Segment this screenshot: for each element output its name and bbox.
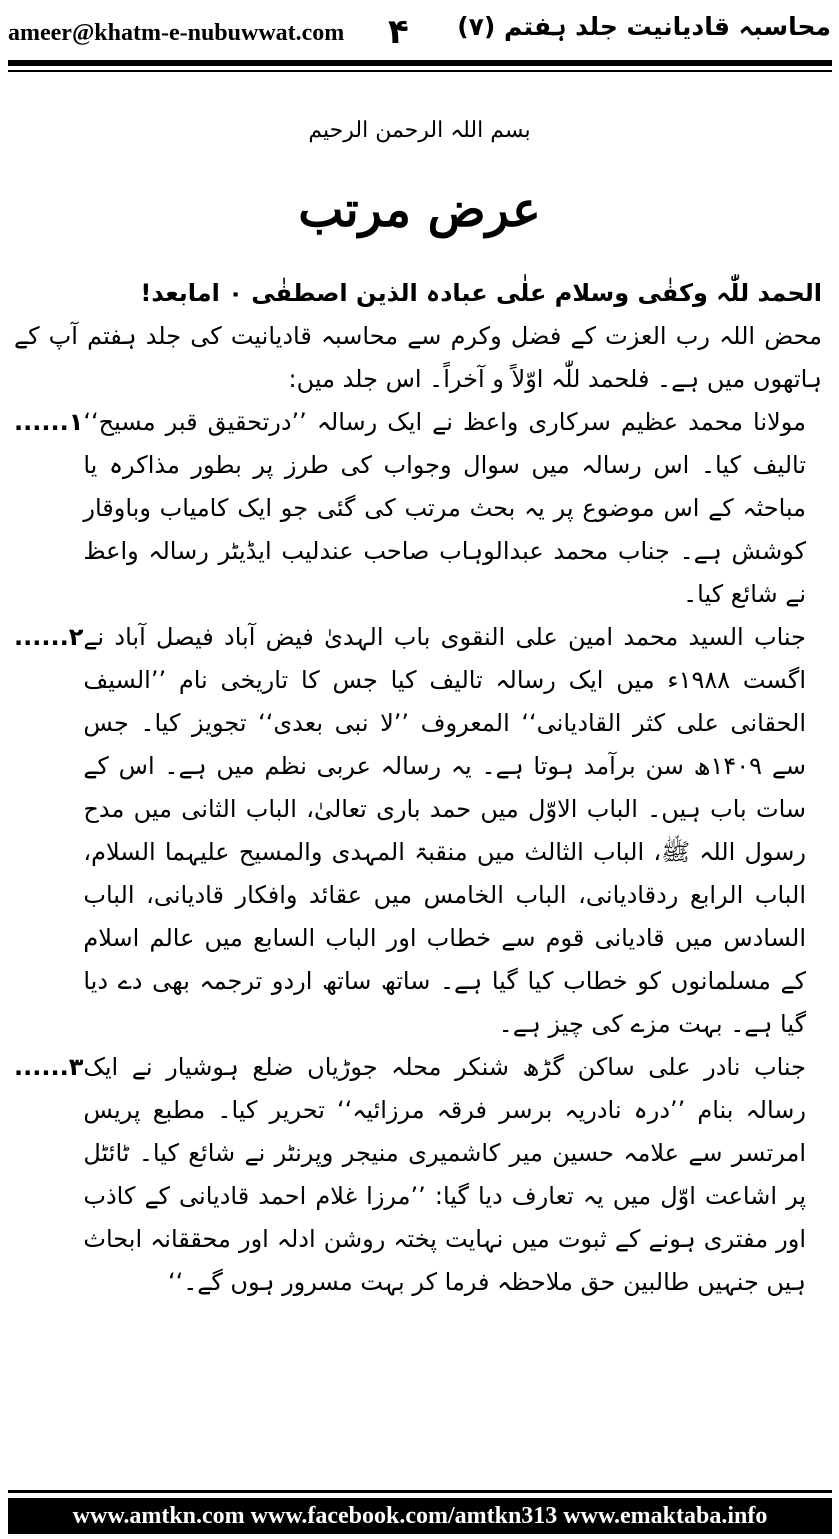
book-title: محاسبہ قادیانیت جلد ہفتم (۷)	[457, 12, 831, 41]
basmala: بسم اللہ الرحمن الرحیم	[308, 118, 531, 143]
list-item-number: ۳......	[14, 1053, 84, 1081]
list-item-number: ۱......	[14, 408, 84, 436]
page-header	[0, 0, 839, 62]
list-item	[14, 616, 822, 1046]
list-item-text: جناب نادر علی ساکن گڑھ شنکر محلہ جوڑیاں ضلع ہوشیار نے ایک رسالہ بنام ’’درہ نادریہ برسر فرقہ مرزائیہ‘‘ تحریر کیا۔ مطبع پریس امرتسر سے علامہ حسین میر کاشمیری منیجر وپرنٹر نے شائع کیا۔ ٹائٹل پر اشاعت اوّل میں یہ تعارف دیا گیا: ’’مرزا غلام احمد قادیانی کے کاذب اور مفتری ہونے کے ثبوت میں نہایت پختہ روشن ادلہ اور محققانہ ابحاث ہیں جنہیں طالبین حق ملاحظہ فرما کر بہت مسرور ہوں گے۔‘‘	[83, 1053, 806, 1296]
list-item	[14, 1046, 822, 1304]
intro-text: محض اللہ رب العزت کے فضل وکرم سے محاسبہ قادیانیت کی جلد ہفتم آپ کے ہاتھوں میں ہے۔ فلحمد للّٰہ اوّلاً و آخراً۔ اس جلد میں:	[14, 322, 822, 393]
header-divider-thin	[8, 70, 832, 72]
list-item	[14, 401, 822, 616]
header-divider-thick	[8, 60, 832, 66]
page-title: عرض مرتب	[298, 182, 541, 238]
main-content	[14, 272, 822, 1304]
intro-opening: الحمد للّٰہ وکفٰی وسلام علٰی عبادہ الذین اصطفٰی ۰ امابعد!	[140, 279, 822, 307]
list-item-number: ۲......	[14, 623, 84, 651]
footer-divider	[8, 1490, 832, 1493]
header-email: ameer@khatm-e-nubuwwat.com	[8, 20, 345, 46]
page-number: ۴	[388, 12, 409, 52]
list-item-text: مولانا محمد عظیم سرکاری واعظ نے ایک رسالہ ’’درتحقیق قبر مسیح‘‘ تالیف کیا۔ اس رسالہ میں سوال وجواب کی طرز پر بطور مذاکرہ یا مباحثہ کے اس موضوع پر یہ بحث مرتب کی گئی جو ایک کامیاب وباوقار کوشش ہے۔ جناب محمد عبدالوہاب صاحب عندلیب ایڈیٹر رسالہ واعظ نے شائع کیا۔	[83, 408, 806, 608]
list-item-text: جناب السید محمد امین علی النقوی باب الہدیٰ فیض آباد فیصل آباد نے اگست ۱۹۸۸ء میں ایک رسالہ تالیف کیا جس کا تاریخی نام ’’السیف الحقانی علی کثر القادیانی‘‘ المعروف ’’لا نبی بعدی‘‘ تجویز کیا۔ جس سے ۱۴۰۹ھ سن برآمد ہوتا ہے۔ یہ رسالہ عربی نظم میں ہے۔ اس کے سات باب ہیں۔ الباب الاوّل میں حمد باری تعالیٰ، الباب الثانی میں مدح رسول اللہ ﷺ، الباب الثالث میں منقبۃ المہدی والمسیح علیہما السلام، الباب الرابع ردقادیانی، الباب الخامس میں عقائد وافکار قادیانی، الباب السادس میں قادیانی قوم سے خطاب اور الباب السابع میں عالم اسلام کے مسلمانوں کو خطاب کیا گیا ہے۔ ساتھ ساتھ اردو ترجمہ بھی دے دیا گیا ہے۔ بہت مزے کی چیز ہے۔	[83, 623, 807, 1038]
footer-links: www.amtkn.com www.facebook.com/amtkn313 www.emaktaba.info	[8, 1498, 832, 1534]
